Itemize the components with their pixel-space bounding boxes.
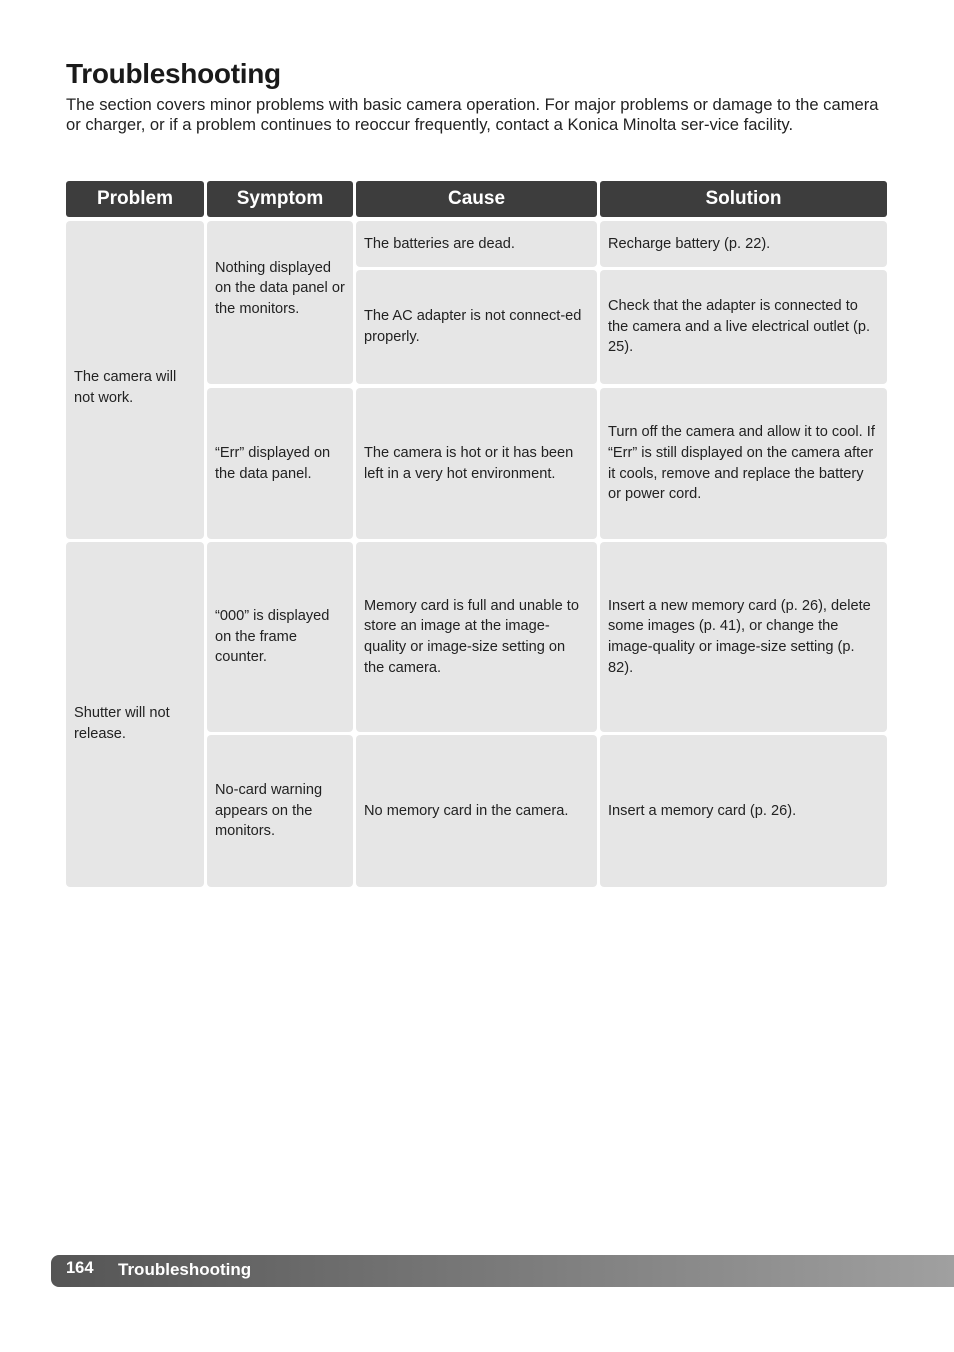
- symptom-cell: [207, 542, 353, 732]
- footer-section-title: Troubleshooting: [118, 1260, 252, 1279]
- problem-cell: [66, 221, 204, 539]
- symptom-text: “Err” displayed on the data panel.: [215, 444, 331, 482]
- cause-text: The camera is hot or it has been left in a very hot environment.: [364, 444, 574, 482]
- solution-text: Insert a memory card (p. 26).: [608, 802, 797, 819]
- cause-cell: [356, 388, 597, 539]
- header-symptom: Symptom: [207, 181, 353, 217]
- solution-text: Recharge battery (p. 22).: [608, 235, 771, 252]
- cause-text: Memory card is full and unable to store an image at the image-quality or image-size setting on the camera.: [364, 597, 579, 676]
- header-cause: Cause: [356, 181, 597, 217]
- solution-cell: [600, 270, 887, 384]
- header-solution: Solution: [600, 181, 887, 217]
- cause-text: The batteries are dead.: [364, 235, 515, 252]
- solution-text: Turn off the camera and allow it to cool. If “Err” is still displayed on the camera after it cools, remove and replace the battery or power cord.: [608, 424, 875, 503]
- cause-cell: [356, 542, 597, 732]
- problem-text: The camera will not work.: [74, 369, 177, 406]
- symptom-text: No-card warning appears on the monitors.: [215, 782, 323, 840]
- problem-cell: [66, 542, 204, 887]
- solution-cell: [600, 388, 887, 539]
- solution-cell: [600, 735, 887, 887]
- cause-text: The AC adapter is not connect-ed properly.: [364, 308, 582, 345]
- symptom-text: Nothing displayed on the data panel or the monitors.: [215, 259, 345, 317]
- page-number: 164: [66, 1259, 94, 1277]
- symptom-text: “000” is displayed on the frame counter.: [215, 608, 330, 666]
- solution-text: Insert a new memory card (p. 26), delete some images (p. 41), or change the image-quality or image-size setting (p. 82).: [608, 597, 871, 676]
- cause-cell: [356, 270, 597, 384]
- cause-cell: [356, 221, 597, 267]
- header-problem: Problem: [66, 181, 204, 217]
- cause-cell: [356, 735, 597, 887]
- intro-paragraph: The section covers minor problems with basic camera operation. For major problems or damage to the camera or charger, or if a problem continues to reoccur frequently, contact a Konica Minolta ser-vice facility.: [66, 95, 879, 134]
- problem-text: Shutter will not release.: [74, 704, 170, 742]
- symptom-cell: [207, 388, 353, 539]
- solution-cell: [600, 221, 887, 267]
- symptom-cell: [207, 221, 353, 384]
- symptom-cell: [207, 735, 353, 887]
- cause-text: No memory card in the camera.: [364, 802, 569, 819]
- solution-text: Check that the adapter is connected to the camera and a live electrical outlet (p. 25).: [608, 298, 871, 356]
- solution-cell: [600, 542, 887, 732]
- page-title: Troubleshooting: [66, 58, 281, 89]
